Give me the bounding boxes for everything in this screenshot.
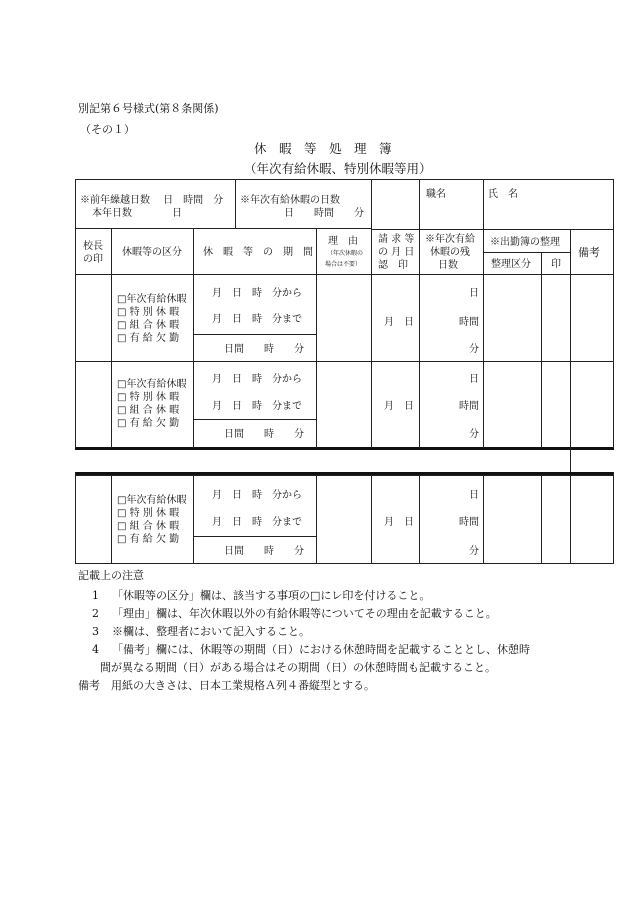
leave-type-option: □ 組 合 休 暇 bbox=[117, 521, 180, 532]
page-subtitle: （年次有給休暇、特別休暇等用） bbox=[244, 161, 432, 176]
remaining-header-3: 日数 bbox=[438, 260, 458, 271]
period-to: 月 日 時 分まで bbox=[212, 314, 302, 325]
remaining-minutes-unit: 分 bbox=[469, 546, 479, 557]
leave-type-option: □ 有 給 欠 勤 bbox=[117, 534, 180, 545]
request-date: 月 日 bbox=[384, 517, 414, 528]
remaining-header-1: ※年次有給 bbox=[425, 234, 475, 245]
period-from: 月 日 時 分から bbox=[212, 490, 302, 501]
leave-type-option: □ 有 給 欠 勤 bbox=[117, 333, 180, 344]
note-3-text: ※欄は、整理者において記入すること。 bbox=[112, 625, 310, 638]
carryover-days-label: ※前年繰越日数 日 時間 分 bbox=[80, 195, 224, 206]
remaining-days-unit: 日 bbox=[469, 288, 479, 299]
remaining-header-2: 休暇の残 bbox=[430, 247, 470, 258]
request-date: 月 日 bbox=[384, 401, 414, 412]
request-date: 月 日 bbox=[384, 317, 414, 328]
note-4-number: 4 bbox=[92, 643, 99, 656]
note-1-number: 1 bbox=[92, 589, 99, 602]
leave-type-header: 休暇等の区分 bbox=[122, 247, 182, 258]
note-3-number: 3 bbox=[92, 625, 99, 638]
remaining-days-unit: 日 bbox=[469, 490, 479, 501]
remaining-hours-unit: 時間 bbox=[459, 401, 479, 412]
remaining-hours-unit: 時間 bbox=[459, 317, 479, 328]
principal-seal-header: 校長 bbox=[83, 241, 103, 252]
name-label: 氏 名 bbox=[488, 189, 518, 200]
reason-header: 理 由 bbox=[328, 236, 358, 247]
leave-type-option: □年次有給休暇 bbox=[117, 294, 187, 305]
period-duration: 日間 時 分 bbox=[224, 344, 304, 355]
leave-type-option: □ 特 別 休 暇 bbox=[117, 307, 180, 318]
period-to: 月 日 時 分まで bbox=[212, 517, 302, 528]
current-year-days-label: 本年日数 日 bbox=[92, 208, 182, 219]
paper-size-remark: 備考 用紙の大きさは、日本工業規格Ａ列４番縦型とする。 bbox=[78, 679, 375, 692]
leave-type-option: □ 特 別 休 暇 bbox=[117, 392, 180, 403]
note-4-continuation: 間が異なる期間（日）がある場合はその期間（日）の休憩時間も記載すること。 bbox=[100, 661, 496, 674]
note-4-text: 「備考」欄には、休暇等の期間（日）における休憩時間を記載することとし、休憩時 bbox=[112, 643, 530, 656]
period-duration: 日間 時 分 bbox=[224, 546, 304, 557]
note-2-number: 2 bbox=[92, 607, 99, 620]
remarks-header: 備考 bbox=[578, 246, 600, 259]
leave-type-option: □年次有給休暇 bbox=[117, 495, 187, 506]
period-header: 休 暇 等 の 期 間 bbox=[203, 247, 313, 258]
classification-header: 整理区分 bbox=[491, 259, 531, 270]
note-1-text: 「休暇等の区分」欄は、該当する事項の□にレ印を付けること。 bbox=[112, 589, 431, 602]
request-date-header-2: の 月 日 bbox=[378, 247, 415, 258]
attendance-header: ※出勤簿の整理 bbox=[490, 237, 560, 248]
job-title-label: 職名 bbox=[426, 189, 446, 200]
notes-heading: 記載上の注意 bbox=[78, 569, 144, 582]
remaining-days-unit: 日 bbox=[469, 374, 479, 385]
remaining-hours-unit: 時間 bbox=[459, 517, 479, 528]
remaining-minutes-unit: 分 bbox=[469, 344, 479, 355]
period-from: 月 日 時 分から bbox=[212, 288, 302, 299]
page-title: 休 暇 等 処 理 簿 bbox=[254, 141, 392, 156]
form-reference: 別記第６号様式(第８条関係) bbox=[78, 102, 219, 115]
note-2-text: 「理由」欄は、年次休暇以外の有給休暇等についてその理由を記載すること。 bbox=[112, 607, 497, 620]
annual-leave-days-label: ※年次有給休暇の日数 bbox=[240, 195, 340, 206]
annual-leave-days-units: 日 時間 分 bbox=[284, 208, 364, 219]
request-date-header-3: 認 印 bbox=[378, 260, 408, 271]
leave-type-option: □ 組 合 休 暇 bbox=[117, 320, 180, 331]
leave-type-option: □ 有 給 欠 勤 bbox=[117, 418, 180, 429]
period-to: 月 日 時 分まで bbox=[212, 401, 302, 412]
remaining-minutes-unit: 分 bbox=[469, 429, 479, 440]
leave-type-option: □ 特 別 休 暇 bbox=[117, 508, 180, 519]
request-date-header-1: 請 求 等 bbox=[378, 234, 415, 245]
period-duration: 日間 時 分 bbox=[224, 429, 304, 440]
period-from: 月 日 時 分から bbox=[212, 374, 302, 385]
leave-type-option: □年次有給休暇 bbox=[117, 379, 187, 390]
seal-header: 印 bbox=[551, 259, 561, 270]
form-part: （その１） bbox=[80, 123, 135, 136]
reason-note-2: 場合は不要） bbox=[325, 261, 362, 268]
leave-type-option: □ 組 合 休 暇 bbox=[117, 405, 180, 416]
reason-note-1: （年次休暇の bbox=[327, 250, 364, 257]
principal-seal-header-2: の印 bbox=[83, 254, 103, 265]
